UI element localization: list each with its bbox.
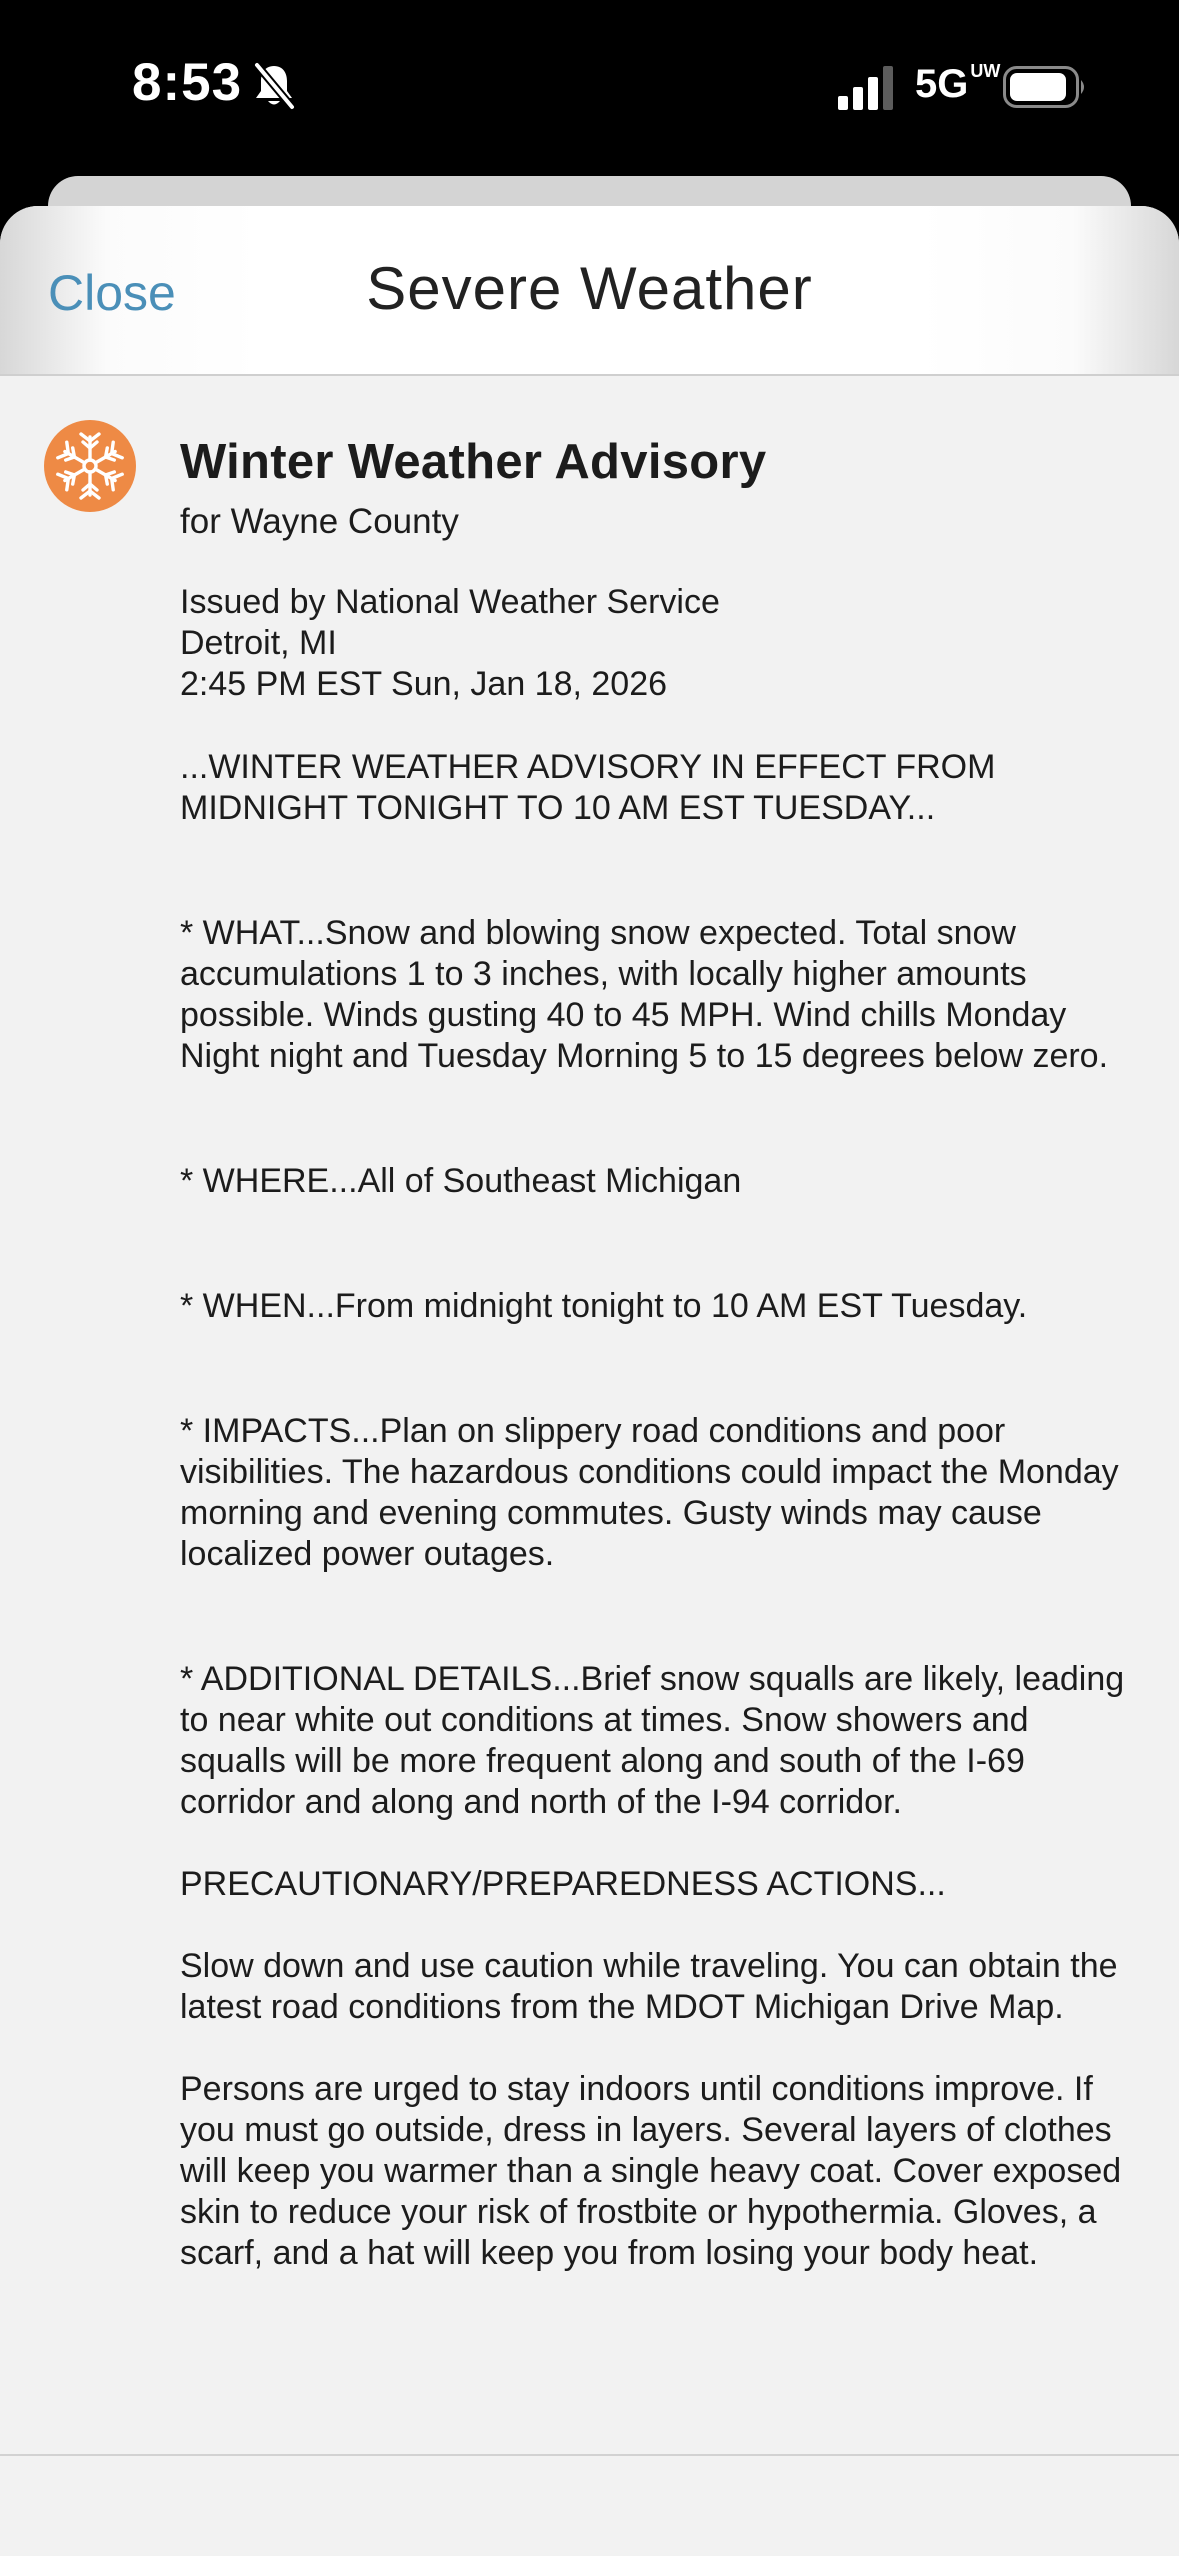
bell-slash-icon: [252, 62, 296, 110]
alert-additional-details: * ADDITIONAL DETAILS...Brief snow squalls are likely, leading to near white out conditions at times. Snow showers and squalls will be more frequent along and south of the I-69 corridor and along and north of the I-94 corridor.: [180, 1660, 1125, 1821]
alert-county: for Wayne County: [180, 502, 459, 541]
alert-when: * WHEN...From midnight tonight to 10 AM EST Tuesday.: [180, 1287, 1028, 1325]
precautionary-heading: PRECAUTIONARY/PREPAREDNESS ACTIONS...: [180, 1865, 946, 1903]
severe-weather-sheet: [0, 206, 1179, 2556]
status-bar: [0, 0, 1179, 175]
alert-content: [180, 434, 1130, 2274]
issued-time: 2:45 PM EST Sun, Jan 18, 2026: [180, 665, 668, 703]
sheet-header: [0, 206, 1179, 376]
sheet-title: Severe Weather: [366, 255, 813, 322]
divider: [0, 2454, 1179, 2456]
precaution-paragraph: Persons are urged to stay indoors until conditions improve. If you must go outside, dress in layers. Several layers of clothes will keep you warmer than a single heavy coat. Cover exposed skin to reduce your risk of frostbite or hypothermia. Gloves, a scarf, and a hat will keep you from losing your body heat.: [180, 2070, 1122, 2272]
alert-where: * WHERE...All of Southeast Michigan: [180, 1162, 742, 1200]
alert-title: Winter Weather Advisory: [180, 435, 767, 489]
alert-impacts: * IMPACTS...Plan on slippery road conditions and poor visibilities. The hazardous conditions could impact the Monday morning and evening commutes. Gusty winds may cause localized power outages.: [180, 1412, 1119, 1573]
alert-headline: ...WINTER WEATHER ADVISORY IN EFFECT FROM MIDNIGHT TONIGHT TO 10 AM EST TUESDAY...: [180, 748, 996, 827]
alert-what: * WHAT...Snow and blowing snow expected. Total snow accumulations 1 to 3 inches, with locally higher amounts possible. Winds gusting 40 to 45 MPH. Wind chills Monday Night night and Tuesday Morning 5 to 15 degrees below zero.: [180, 914, 1109, 1075]
status-time: 8:53: [132, 53, 243, 112]
network-type: 5G UW: [915, 61, 1001, 106]
issued-by: Issued by National Weather Service: [180, 583, 720, 621]
issued-location: Detroit, MI: [180, 624, 337, 662]
battery-icon: [1003, 66, 1087, 108]
issued-info: [180, 582, 1130, 705]
close-button[interactable]: Close: [48, 265, 176, 321]
cellular-signal-icon: [838, 66, 898, 110]
snowflake-icon: [44, 420, 136, 512]
precaution-paragraph: Slow down and use caution while traveling. You can obtain the latest road conditions from the MDOT Michigan Drive Map.: [180, 1947, 1118, 2026]
